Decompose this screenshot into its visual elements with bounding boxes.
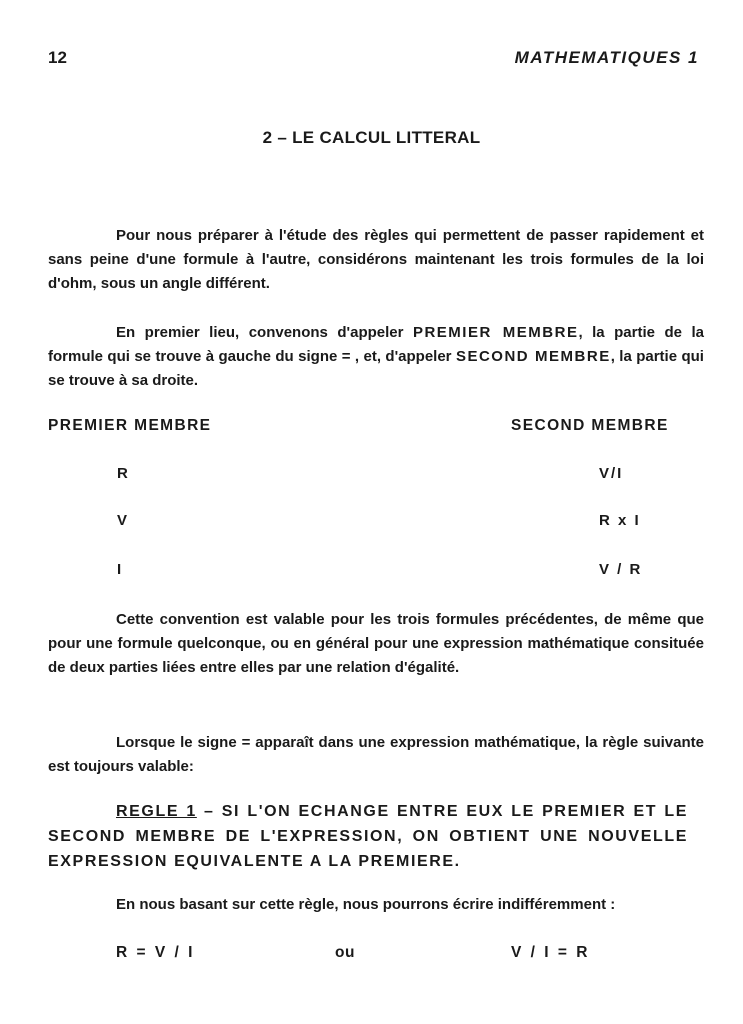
table-header-second: SECOND MEMBRE <box>511 417 669 434</box>
page-number: 12 <box>48 48 67 67</box>
convention-text-c: , la partie qui se trouve à sa droite. <box>48 348 704 389</box>
premier-membre-term: PREMIER MEMBRE <box>412 324 579 341</box>
table-cell-first-member: I <box>117 561 124 578</box>
equation-left: R = V / I <box>116 944 195 961</box>
chapter-title: 2 – LE CALCUL LITTERAL <box>262 128 481 147</box>
intro-text: Pour nous préparer à l'étude des règles qui permettent de passer rapidement et sans peine d'une formule à l'autre, considérons maintenant les trois formules de la loi d'ohm, sous un angle différent. <box>48 227 704 292</box>
table-cell-first-member: R <box>117 465 130 482</box>
validity-paragraph <box>48 608 704 680</box>
table-header-premier: PREMIER MEMBRE <box>48 417 212 434</box>
convention-text-b: , la partie de la formule qui se trouve à gauche du signe = , et, d'appeler <box>48 324 704 365</box>
running-title: MATHEMATIQUES 1 <box>514 48 699 67</box>
second-membre-term: SECOND MEMBRE <box>455 348 611 365</box>
equation-right: V / I = R <box>511 944 590 961</box>
equation-connector: ou <box>335 944 355 961</box>
convention-paragraph <box>48 321 704 393</box>
intro-paragraph <box>48 224 704 296</box>
table-cell-second-member: R x I <box>599 512 641 529</box>
sign-text: Lorsque le signe = apparaît dans une expression mathématique, la règle suivante est toujours valable: <box>48 734 704 775</box>
rule-1 <box>48 799 688 874</box>
table-cell-second-member: V / R <box>599 561 643 578</box>
rule-label: REGLE 1 <box>116 803 197 820</box>
sign-paragraph <box>48 731 704 779</box>
rule-text: – SI L'ON ECHANGE ENTRE EUX LE PREMIER ET LE SECOND MEMBRE DE L'EXPRESSION, ON OBTIENT UNE NOUVELLE EXPRESSION EQUIVALENTE A LA PREMIERE. <box>48 803 688 870</box>
based-on-paragraph: En nous basant sur cette règle, nous pourrons écrire indifféremment : <box>116 896 616 913</box>
convention-text-a: En premier lieu, convenons d'appeler <box>116 324 413 341</box>
table-cell-second-member: V/I <box>599 465 624 482</box>
table-cell-first-member: V <box>117 512 130 529</box>
validity-text: Cette convention est valable pour les trois formules précédentes, de même que pour une formule quelconque, ou en général pour une expression mathématique consituée de deux parties liées entre elles par une relation d'égalité. <box>48 611 704 676</box>
